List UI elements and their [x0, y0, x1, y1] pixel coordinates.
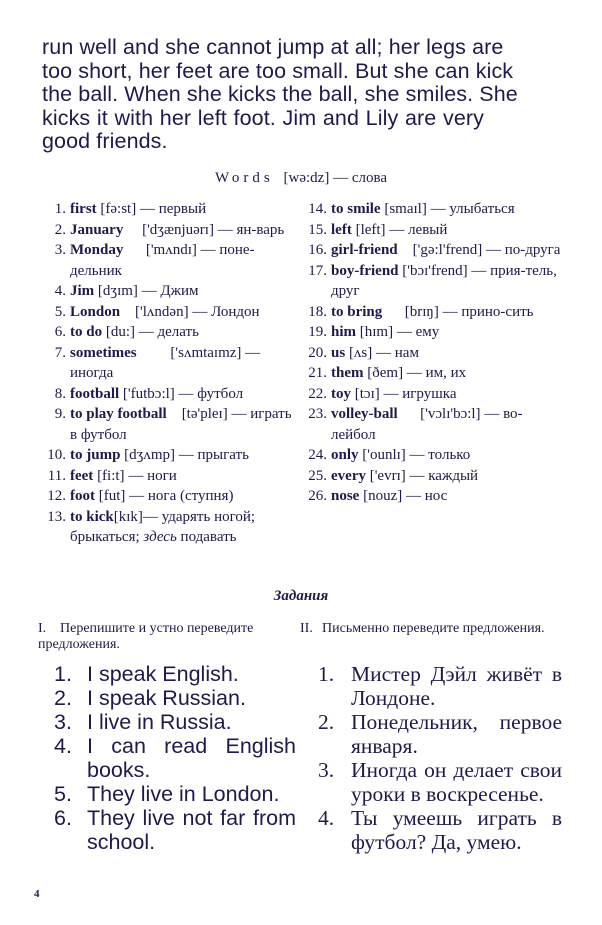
- entry-translation: — только: [409, 447, 471, 463]
- entry-transcription: ['vɔlɪ'bɔ:l]: [420, 406, 481, 422]
- text-line: good friends.: [42, 129, 168, 153]
- entry-transcription: [tə'pleɪ]: [181, 406, 228, 422]
- entry-transcription: ['dʒænjuərɪ]: [142, 221, 214, 238]
- sentence-text: I speak Russian.: [87, 686, 246, 710]
- entry-term: foot: [70, 488, 95, 504]
- entry-number: 15.: [308, 221, 327, 238]
- task-2-text: Письменно переведите предложения.: [322, 621, 545, 636]
- sentence-text: I live in Russia.: [87, 710, 232, 734]
- vocabulary-entry: [44, 404, 294, 445]
- entry-translation: — прыгать: [178, 447, 249, 463]
- sentence-number: 2.: [54, 686, 72, 710]
- vocabulary-entry: [44, 486, 294, 507]
- entry-translation: — нам: [376, 344, 419, 361]
- entry-term: them: [331, 365, 364, 381]
- sentence-text: Ты умеешь играть в футбол? Да, умею.: [351, 806, 562, 854]
- entry-number: 3.: [54, 242, 66, 258]
- vocabulary-entry: [44, 322, 294, 343]
- vocabulary-entry: [44, 507, 294, 548]
- entry-term: football: [70, 385, 120, 402]
- entry-number: 10.: [47, 447, 66, 463]
- entry-transcription: [du:]: [105, 324, 136, 340]
- entry-transcription: [smaɪl]: [384, 201, 427, 217]
- task-1-number: I.: [38, 621, 47, 636]
- entry-number: 21.: [308, 365, 327, 381]
- entry-number: 9.: [54, 406, 66, 422]
- sentence-number: 1.: [54, 662, 72, 686]
- vocabulary-entry: [44, 343, 294, 384]
- sentence-item: [318, 710, 562, 758]
- entry-number: 2.: [54, 221, 66, 238]
- sentence-item: [318, 806, 562, 854]
- entry-transcription: [hɪm]: [359, 324, 394, 340]
- entry-term: sometimes: [70, 344, 137, 361]
- words-heading-translation: — слова: [333, 170, 388, 186]
- entry-term: him: [331, 324, 357, 340]
- entry-term: first: [70, 201, 97, 217]
- entry-term: to smile: [331, 201, 381, 217]
- sentence-text: I speak English.: [87, 662, 239, 686]
- entry-term: London: [70, 303, 121, 320]
- entry-transcription: [dʒɪm]: [97, 283, 138, 299]
- sentence-text: Понедельник, первое января.: [351, 710, 562, 758]
- vocabulary-entry: [44, 199, 294, 220]
- entry-number: 25.: [308, 467, 327, 484]
- task-2-instruction: [300, 621, 562, 637]
- entry-number: 14.: [308, 201, 327, 217]
- entry-term: girl-friend: [331, 242, 398, 258]
- entry-term: toy: [331, 385, 351, 402]
- entry-number: 11.: [47, 467, 66, 484]
- sentence-item: [54, 734, 296, 782]
- sentence-item: [54, 806, 296, 854]
- entry-translation: — первый: [139, 201, 207, 217]
- sentence-item: [318, 758, 562, 806]
- text-line: run well and she cannot jump at all; her legs are: [42, 35, 504, 59]
- entry-number: 5.: [54, 303, 66, 320]
- vocabulary-entry: [305, 261, 567, 302]
- entry-transcription: [fut]: [98, 488, 126, 504]
- entry-transcription: ['mʌndɪ]: [145, 242, 197, 258]
- entry-number: 24.: [308, 447, 327, 463]
- task-1-sentences: [54, 662, 296, 854]
- reading-text: [42, 35, 518, 154]
- vocabulary-entry: [305, 343, 567, 364]
- entry-number: 16.: [308, 242, 327, 258]
- entry-translation: — им, их: [406, 365, 467, 381]
- entry-translation: — игрушка: [383, 385, 457, 402]
- vocabulary-entry: [305, 404, 567, 445]
- entry-transcription: [ðem]: [367, 365, 404, 381]
- vocabulary-entry: [305, 445, 567, 466]
- entry-translation: — каждый: [409, 467, 479, 484]
- vocabulary-entry: [305, 322, 567, 343]
- vocabulary-entry: [44, 445, 294, 466]
- entry-term: Jim: [70, 283, 95, 299]
- vocabulary-entry: [305, 486, 567, 507]
- task-2-sentences: [318, 662, 562, 854]
- entry-transcription: [left]: [355, 221, 386, 238]
- entry-number: 12.: [47, 488, 66, 504]
- entry-translation: — ударять ногой; брыкаться;: [70, 508, 256, 545]
- vocabulary-entry: [44, 384, 294, 405]
- entry-term: every: [331, 467, 366, 484]
- sentence-item: [54, 686, 296, 710]
- entry-transcription: ['futbɔ:l]: [122, 385, 175, 402]
- sentence-item: [54, 710, 296, 734]
- vocabulary-entry: [44, 220, 294, 241]
- vocabulary-entry: [44, 281, 294, 302]
- entry-translation: — нос: [406, 488, 448, 504]
- entry-term: feet: [70, 467, 94, 484]
- entry-translation: — поне-дельник: [70, 242, 255, 279]
- entry-translation: — ян-варь: [217, 221, 285, 238]
- entry-term: to bring: [331, 303, 383, 320]
- entry-number: 7.: [54, 344, 66, 361]
- sentence-number: 5.: [54, 782, 72, 806]
- entry-transcription: [ʌs]: [348, 344, 373, 361]
- entry-number: 6.: [54, 324, 66, 340]
- tasks-heading: Задания: [273, 588, 329, 604]
- entry-translation: — левый: [389, 221, 448, 238]
- entry-translation: — прино-сить: [442, 303, 534, 320]
- entry-note: подавать: [180, 529, 237, 545]
- vocabulary-entry: [44, 240, 294, 281]
- entry-transcription: [tɔɪ]: [354, 385, 380, 402]
- entry-transcription: ['ounlɪ]: [362, 447, 406, 463]
- sentence-number: 2.: [318, 710, 335, 734]
- entry-number: 20.: [308, 344, 327, 361]
- entry-transcription: ['sʌmtaɪmz]: [170, 344, 242, 361]
- entry-number: 17.: [308, 262, 327, 279]
- entry-term: January: [70, 221, 124, 238]
- entry-translation: — футбол: [178, 385, 244, 402]
- vocabulary-entry: [305, 384, 567, 405]
- entry-transcription: ['gə:l'frend]: [412, 242, 483, 258]
- text-line: kicks it with her left foot. Jim and Lily are very: [42, 105, 484, 130]
- words-heading-word: Words: [214, 170, 274, 186]
- entry-term: to kick: [70, 508, 114, 525]
- task-2-number: II.: [300, 621, 313, 636]
- text-line: too short, her feet are too small. But she can kick: [42, 58, 514, 83]
- task-1-instruction: [38, 621, 296, 653]
- entry-transcription: ['bɔɪ'frend]: [402, 262, 468, 279]
- sentence-number: 3.: [54, 710, 72, 734]
- sentence-number: 4.: [318, 806, 335, 830]
- entry-number: 26.: [308, 488, 327, 504]
- entry-translation: — по-друга: [485, 242, 561, 258]
- entry-number: 8.: [54, 385, 66, 402]
- entry-translation: — ему: [396, 324, 440, 340]
- sentence-number: 6.: [54, 806, 72, 830]
- page-number: 4: [34, 888, 40, 900]
- entry-number: 19.: [308, 324, 327, 340]
- vocabulary-entry: [305, 199, 567, 220]
- entry-translation: — Джим: [141, 283, 199, 299]
- entry-transcription: [kɪk]: [113, 508, 143, 525]
- entry-transcription: ['evrɪ]: [369, 467, 406, 484]
- sentence-item: [54, 662, 296, 686]
- sentence-number: 4.: [54, 734, 72, 758]
- entry-term: to play football: [70, 406, 167, 422]
- entry-transcription: [fi:t]: [97, 467, 125, 484]
- sentence-text: Мистер Дэйл живёт в Лондоне.: [351, 662, 562, 710]
- entry-transcription: [nouz]: [363, 488, 403, 504]
- text-line: the ball. When she kicks the ball, she smiles. She: [42, 82, 518, 106]
- sentence-number: 3.: [318, 758, 335, 782]
- entry-term: left: [331, 221, 352, 238]
- entry-translation: — улыбаться: [430, 201, 515, 217]
- vocabulary-entry: [305, 363, 567, 384]
- entry-translation: — делать: [138, 324, 199, 340]
- vocabulary-entry: [44, 302, 294, 323]
- entry-note-italic: здесь: [143, 529, 177, 545]
- entry-transcription: ['lʌndən]: [135, 303, 189, 320]
- entry-term: boy-friend: [331, 262, 399, 279]
- entry-number: 4.: [54, 283, 66, 299]
- entry-translation: — играть в футбол: [70, 406, 292, 443]
- sentence-text: They live not far from school.: [87, 806, 296, 854]
- entry-translation: — ноги: [128, 467, 177, 484]
- sentence-item: [54, 782, 296, 806]
- words-heading-transcription: [wə:dz]: [283, 170, 330, 186]
- entry-number: 23.: [308, 406, 327, 422]
- entry-translation: — иногда: [70, 344, 261, 381]
- entry-translation: — нога (ступня): [129, 488, 234, 504]
- entry-term: to jump: [70, 447, 121, 463]
- entry-transcription: [dʒʌmp]: [124, 447, 175, 463]
- entry-term: us: [331, 344, 346, 361]
- entry-transcription: [fə:st]: [100, 201, 137, 217]
- entry-number: 13.: [47, 508, 66, 525]
- entry-translation: — во-лейбол: [331, 406, 523, 443]
- entry-translation: — Лондон: [192, 303, 260, 320]
- vocabulary-entry: [305, 302, 567, 323]
- sentence-text: I can read English books.: [87, 734, 296, 782]
- sentence-text: They live in London.: [87, 782, 280, 806]
- entry-translation: — прия-тель, друг: [331, 262, 557, 299]
- entry-term: to do: [70, 324, 103, 340]
- vocabulary-entry: [305, 240, 567, 261]
- entry-transcription: [brɪŋ]: [404, 303, 439, 320]
- entry-term: only: [331, 447, 359, 463]
- entry-number: 18.: [308, 303, 327, 320]
- sentence-text: Иногда он делает свои уроки в воскресенье.: [351, 758, 562, 806]
- vocabulary-entry: [305, 466, 567, 487]
- sentence-number: 1.: [318, 662, 335, 686]
- entry-term: volley-ball: [331, 406, 398, 422]
- words-heading: [0, 170, 602, 187]
- vocabulary-column-left: [44, 199, 294, 548]
- vocabulary-entry: [305, 220, 567, 241]
- vocabulary-entry: [44, 466, 294, 487]
- entry-term: Monday: [70, 242, 124, 258]
- vocabulary-column-right: [305, 199, 567, 507]
- entry-term: nose: [331, 488, 360, 504]
- entry-number: 1.: [54, 201, 66, 217]
- sentence-item: [318, 662, 562, 710]
- task-1-text: Перепишите и устно переведите предложения.: [38, 621, 254, 652]
- entry-number: 22.: [308, 385, 327, 402]
